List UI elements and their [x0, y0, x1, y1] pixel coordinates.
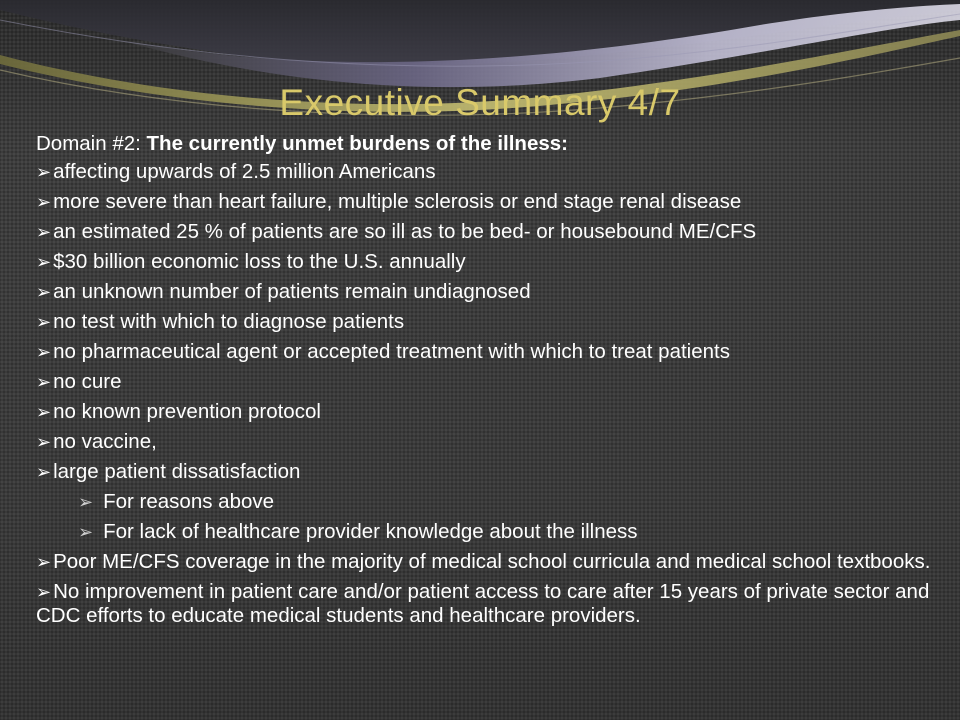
bullet-text: an estimated 25 % of patients are so ill as to be bed- or housebound ME/CFS — [53, 220, 757, 243]
bullet-item — [36, 460, 936, 484]
slide-title: Executive Summary 4/7 — [279, 82, 681, 123]
bullet-item — [36, 430, 936, 454]
bullet-text: an unknown number of patients remain undiagnosed — [53, 280, 531, 303]
bullet-text: no known prevention protocol — [53, 400, 321, 423]
bullet-arrow-icon: ➢ — [36, 282, 52, 302]
sub-bullet-arrow-icon: ➢ — [78, 522, 94, 542]
bullet-arrow-icon: ➢ — [36, 162, 52, 182]
bullet-item — [36, 340, 936, 364]
bullet-text: $30 billion economic loss to the U.S. annually — [53, 250, 466, 273]
bullet-item — [36, 370, 936, 394]
bullet-item — [36, 220, 936, 244]
sub-bullet-item — [36, 490, 936, 514]
bullet-arrow-icon: ➢ — [36, 342, 52, 362]
bullet-item — [36, 250, 936, 274]
bullet-arrow-icon: ➢ — [36, 222, 52, 242]
bullet-text: large patient dissatisfaction — [53, 460, 301, 483]
bullet-text: affecting upwards of 2.5 million Americans — [53, 160, 436, 183]
domain-heading-prefix: Domain #2: — [36, 132, 147, 155]
slide-body — [36, 130, 936, 634]
bullet-text: No improvement in patient care and/or patient access to care after 15 years of private sector and CDC efforts to educate medical students and healthcare providers. — [36, 580, 930, 627]
bullet-item — [36, 280, 936, 304]
bullet-item — [36, 400, 936, 424]
bullet-arrow-icon: ➢ — [36, 192, 52, 212]
bullet-arrow-icon: ➢ — [36, 432, 52, 452]
sub-bullet-text: For reasons above — [103, 490, 275, 513]
domain-heading-bold: The currently unmet burdens of the illness: — [146, 132, 568, 155]
bullet-text: no cure — [53, 370, 122, 393]
bullet-item — [36, 160, 936, 184]
bullet-arrow-icon: ➢ — [36, 372, 52, 392]
bullet-item — [36, 190, 936, 214]
bullet-arrow-icon: ➢ — [36, 462, 52, 482]
bullet-list — [36, 160, 936, 628]
sub-bullet-item — [36, 520, 936, 544]
bullet-text: no test with which to diagnose patients — [53, 310, 405, 333]
bullet-arrow-icon: ➢ — [36, 552, 52, 572]
sub-bullet-text: For lack of healthcare provider knowledge about the illness — [103, 520, 638, 543]
bullet-arrow-icon: ➢ — [36, 402, 52, 422]
bullet-item — [36, 310, 936, 334]
bullet-item — [36, 550, 936, 574]
sub-bullet-arrow-icon: ➢ — [78, 492, 94, 512]
bullet-arrow-icon: ➢ — [36, 252, 52, 272]
bullet-arrow-icon: ➢ — [36, 582, 52, 602]
bullet-text: no vaccine, — [53, 430, 157, 453]
bullet-item — [36, 580, 936, 628]
bullet-text: Poor ME/CFS coverage in the majority of medical school curricula and medical school textbooks. — [53, 550, 931, 573]
domain-heading — [36, 130, 936, 158]
bullet-text: no pharmaceutical agent or accepted treatment with which to treat patients — [53, 340, 730, 363]
bullet-text: more severe than heart failure, multiple sclerosis or end stage renal disease — [53, 190, 742, 213]
bullet-arrow-icon: ➢ — [36, 312, 52, 332]
